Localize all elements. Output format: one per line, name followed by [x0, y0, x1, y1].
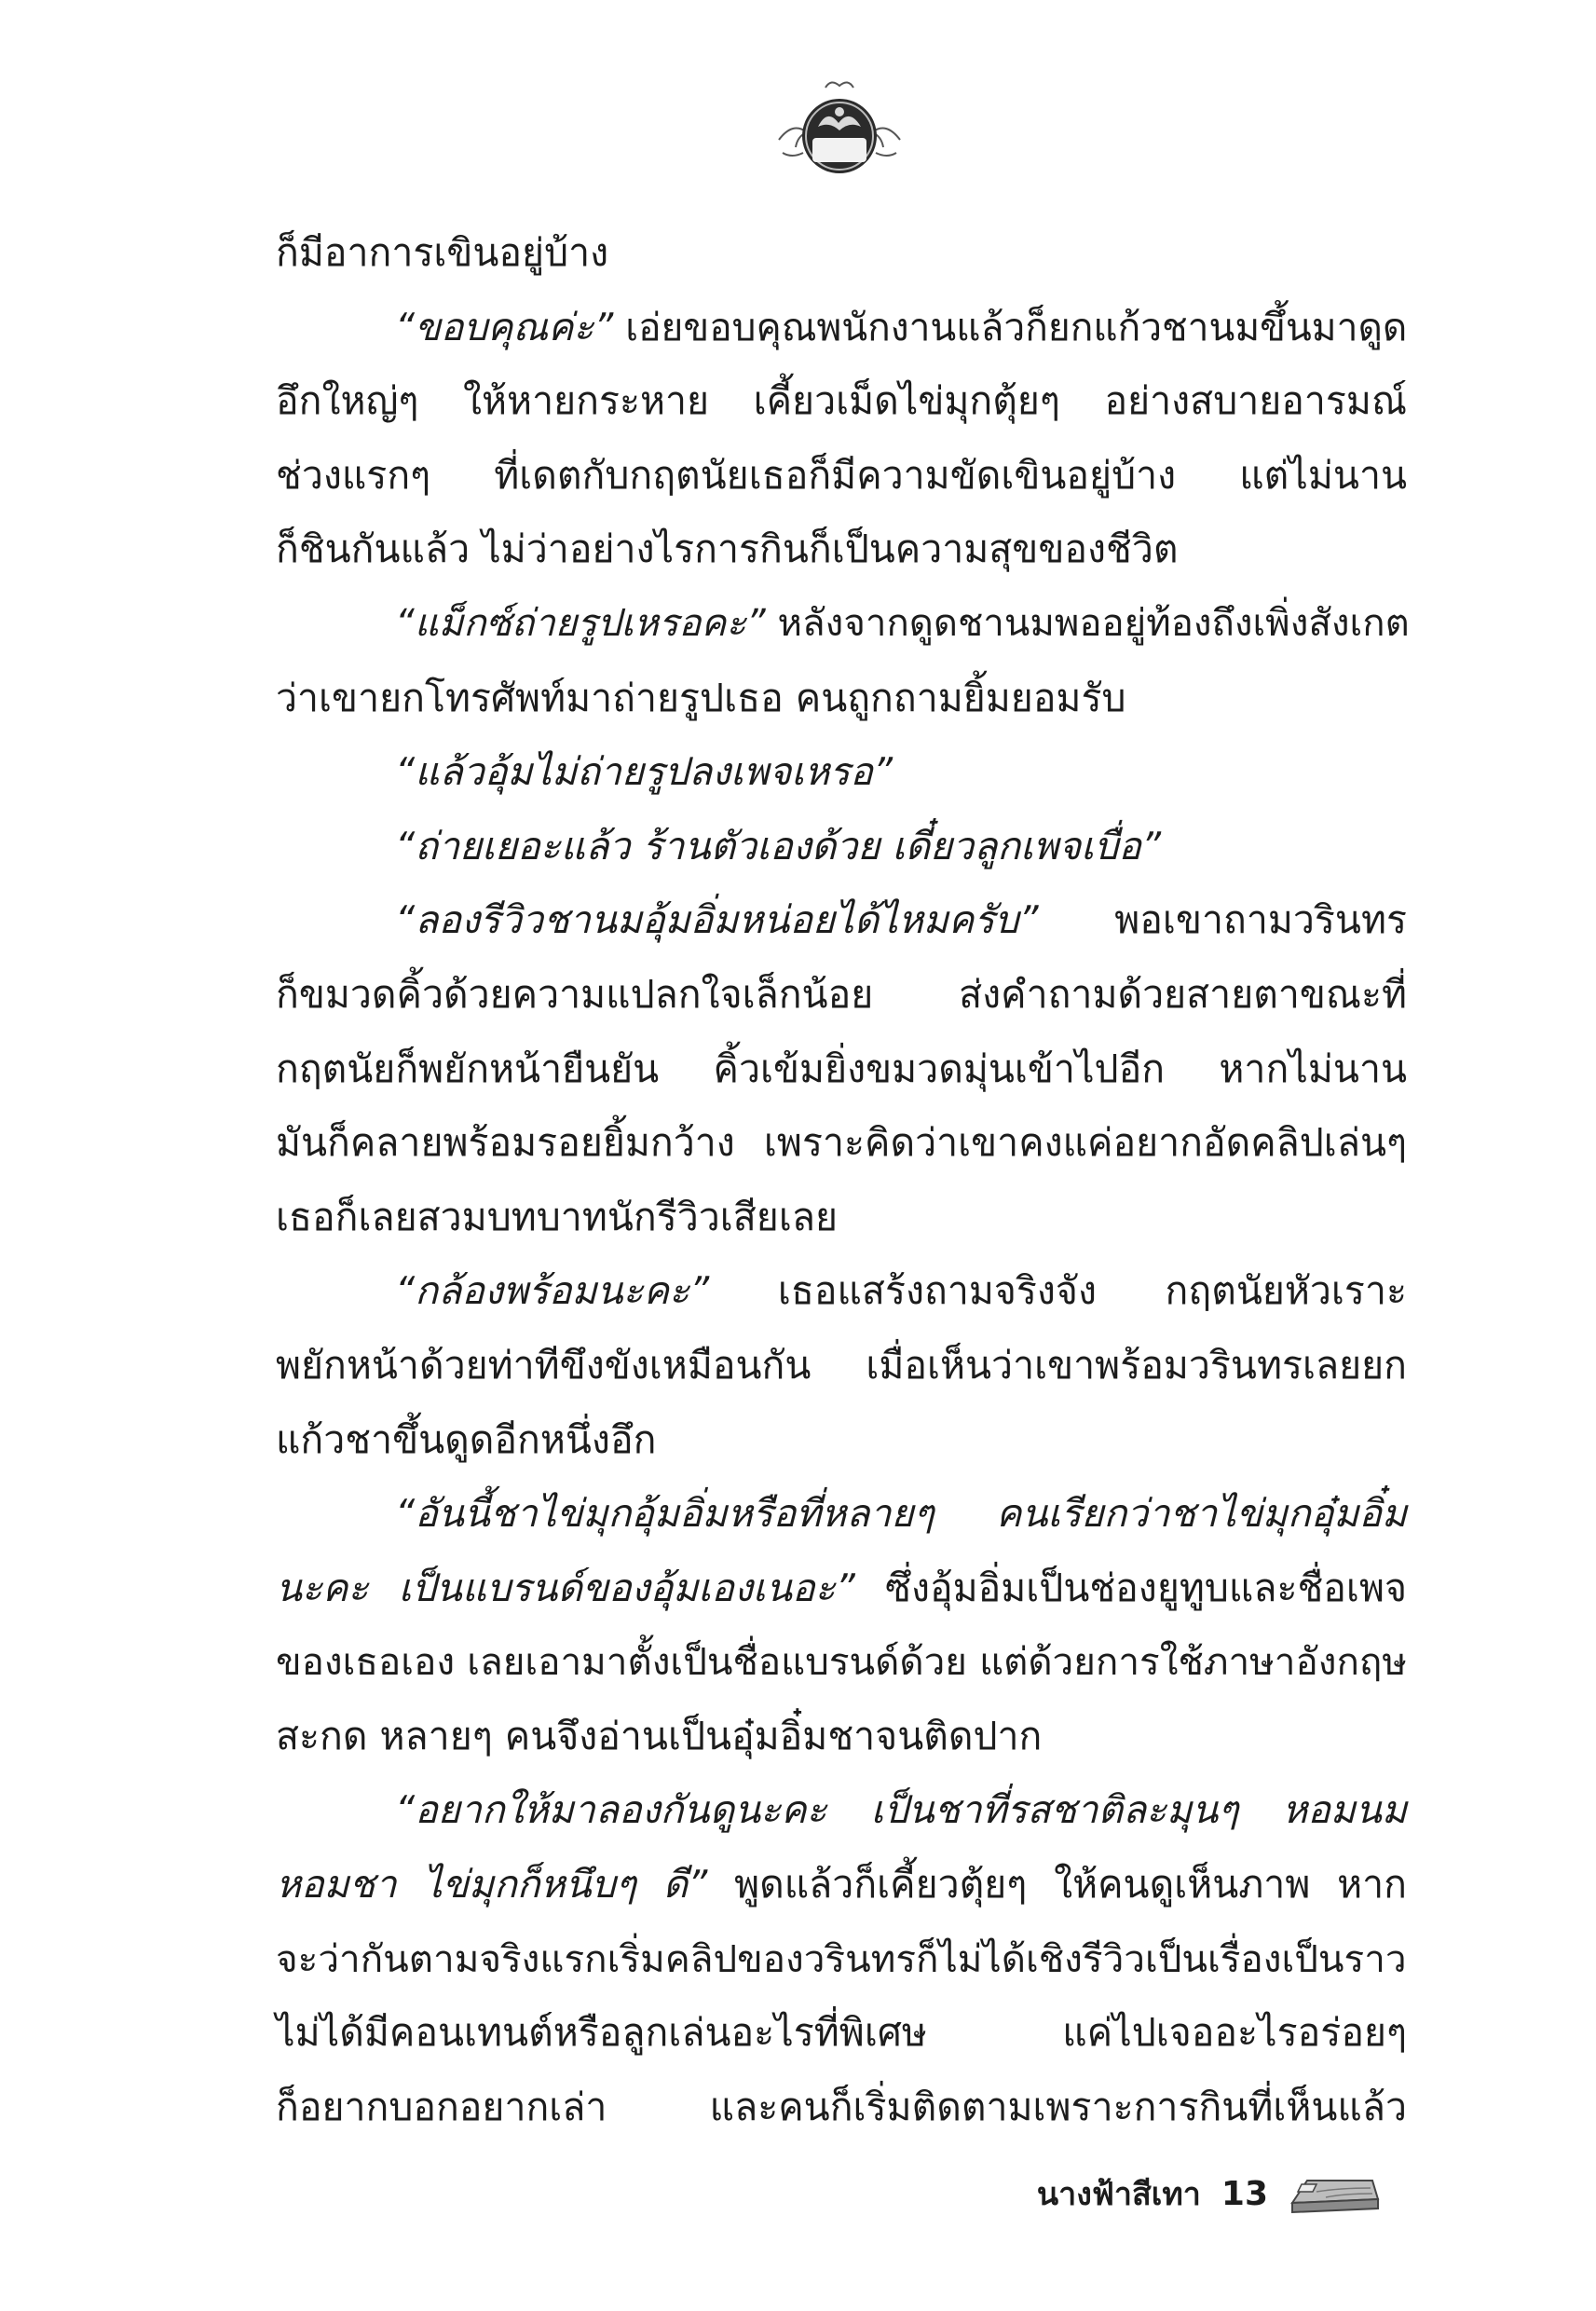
dialogue-span: นะคะ เป็นแบรนด์ของอุ้มเองเนอะ” — [276, 1565, 855, 1610]
dialogue-span: “แล้วอุ้มไม่ถ่ายรูปลงเพจเหรอ” — [395, 749, 893, 795]
dialogue-span: “ถ่ายเยอะแล้ว ร้านตัวเองด้วย เดี๋ยวลูกเพจเบื่อ” — [395, 823, 1162, 868]
chapter-ornament-logo — [770, 75, 909, 186]
narration-span: เอ่ยขอบคุณพนักงานแล้วก็ยกแก้วชานมขึ้นมาดูด — [613, 304, 1408, 349]
text-line — [276, 364, 1407, 439]
bed-icon — [1289, 2167, 1382, 2220]
dialogue-span: “กล้องพร้อมนะคะ” — [395, 1268, 710, 1314]
text-line — [276, 810, 1407, 884]
text-line — [276, 513, 1407, 587]
dialogue-span: หอมชา ไข่มุกก็หนึบๆ ดี” — [276, 1862, 708, 1908]
running-title: นางฟ้าสีเทา — [1036, 2176, 1201, 2213]
narration-span: พยักหน้าด้วยท่าทีขึงขังเหมือนกัน เมื่อเห็นว่าเขาพร้อมวรินทรเลยยก — [276, 1342, 1407, 1388]
narration-span: กฤตนัยก็พยักหน้ายืนยัน คิ้วเข้มยิ่งขมวดมุ่นเข้าไปอีก หากไม่นาน — [276, 1046, 1407, 1091]
text-line — [276, 587, 1410, 662]
text-line — [276, 1032, 1407, 1107]
narration-span: สะกด หลายๆ คนจึงอ่านเป็นอุ๋มอิ๋มชาจนติดปาก — [276, 1713, 1043, 1758]
text-line — [276, 1625, 1407, 1700]
narration-span: หลังจากดูดชานมพออยู่ท้องถึงเพิ่งสังเกต — [765, 601, 1410, 645]
text-line — [276, 1477, 1407, 1552]
narration-span: ก็ขมวดคิ้วด้วยความแปลกใจเล็กน้อย ส่งคำถามด้วยสายตาขณะที่ — [276, 971, 1407, 1017]
text-line — [276, 1181, 1407, 1255]
text-line — [276, 216, 1407, 291]
narration-span: อึกใหญ่ๆ ให้หายกระหาย เคี้ยวเม็ดไข่มุกตุ้ยๆ อย่างสบายอารมณ์ — [276, 378, 1407, 424]
dialogue-span: “ขอบคุณค่ะ” — [395, 304, 614, 349]
narration-span: ว่าเขายกโทรศัพท์มาถ่ายรูปเธอ คนถูกถามยิ้มยอมรับ — [276, 675, 1126, 720]
text-line — [276, 1848, 1407, 1922]
narration-span: ไม่ได้มีคอนเทนต์หรือลูกเล่นอะไรที่พิเศษ แค่ไปเจออะไรอร่อยๆ — [276, 2010, 1407, 2056]
text-line — [276, 2071, 1407, 2145]
narration-span: จะว่ากันตามจริงแรกเริ่มคลิปของวรินทรก็ไม่ได้เชิงรีวิวเป็นเรื่องเป็นราว — [276, 1935, 1407, 1981]
narration-span: ก็มีอาการเขินอยู่บ้าง — [276, 230, 609, 275]
narration-span: ก็อยากบอกอยากเล่า และคนก็เริ่มติดตามเพราะการกินที่เห็นแล้ว — [276, 2084, 1407, 2129]
text-line — [276, 1922, 1407, 1997]
text-line — [276, 958, 1407, 1032]
page-footer — [1037, 2166, 1382, 2222]
text-line — [276, 1403, 1407, 1478]
text-line — [276, 1106, 1407, 1181]
narration-span: แก้วชาขึ้นดูดอีกหนึ่งอึก — [276, 1416, 657, 1462]
narration-span: เธอแสร้งถามจริงจัง กฤตนัยหัวเราะ — [709, 1268, 1407, 1314]
narration-span: เธอก็เลยสวมบทบาทนักรีวิวเสียเลย — [276, 1194, 838, 1239]
narration-span: พูดแล้วก็เคี้ยวตุ้ยๆ ให้คนดูเห็นภาพ หาก — [707, 1862, 1407, 1908]
dialogue-span: “แม็กซ์ถ่ายรูปเหรอคะ” — [395, 601, 766, 645]
narration-span: ซึ่งอุ้มอิ่มเป็นช่องยูทูบและชื่อเพจ — [854, 1565, 1407, 1610]
text-line — [276, 1700, 1407, 1774]
page-number: 13 — [1221, 2174, 1268, 2213]
narration-span: ของเธอเอง เลยเอามาตั้งเป็นชื่อแบรนด์ด้วย แต่ด้วยการใช้ภาษาอังกฤษ — [276, 1639, 1407, 1685]
text-line — [276, 1329, 1407, 1403]
text-line — [276, 1996, 1407, 2071]
dialogue-span: “ลองรีวิวชานมอุ้มอิ่มหน่อยได้ไหมครับ” — [395, 897, 1039, 943]
text-line — [276, 1773, 1407, 1848]
dialogue-span: “อันนี้ชาไข่มุกอุ้มอิ่มหรือที่หลายๆ คนเรียกว่าชาไข่มุกอุ๋มอิ๋ม — [395, 1491, 1407, 1537]
text-line — [276, 1254, 1407, 1329]
narration-span: ก็ชินกันแล้ว ไม่ว่าอย่างไรการกินก็เป็นความสุขของชีวิต — [276, 526, 1179, 572]
narration-span: พอเขาถามวรินทร — [1038, 897, 1407, 943]
text-line — [276, 291, 1407, 365]
text-line — [276, 662, 1407, 736]
narration-span: ช่วงแรกๆ ที่เดตกับกฤตนัยเธอก็มีความขัดเขินอยู่บ้าง แต่ไม่นาน — [276, 452, 1407, 498]
text-line — [276, 883, 1407, 958]
narration-span: มันก็คลายพร้อมรอยยิ้มกว้าง เพราะคิดว่าเขาคงแค่อยากอัดคลิปเล่นๆ — [276, 1120, 1407, 1166]
text-line — [276, 1552, 1407, 1626]
body-text — [276, 216, 1410, 2144]
text-line — [276, 735, 1407, 810]
dialogue-span: “อยากให้มาลองกันดูนะคะ เป็นชาที่รสชาติละมุนๆ หอมนม — [395, 1787, 1407, 1833]
text-line — [276, 439, 1407, 513]
